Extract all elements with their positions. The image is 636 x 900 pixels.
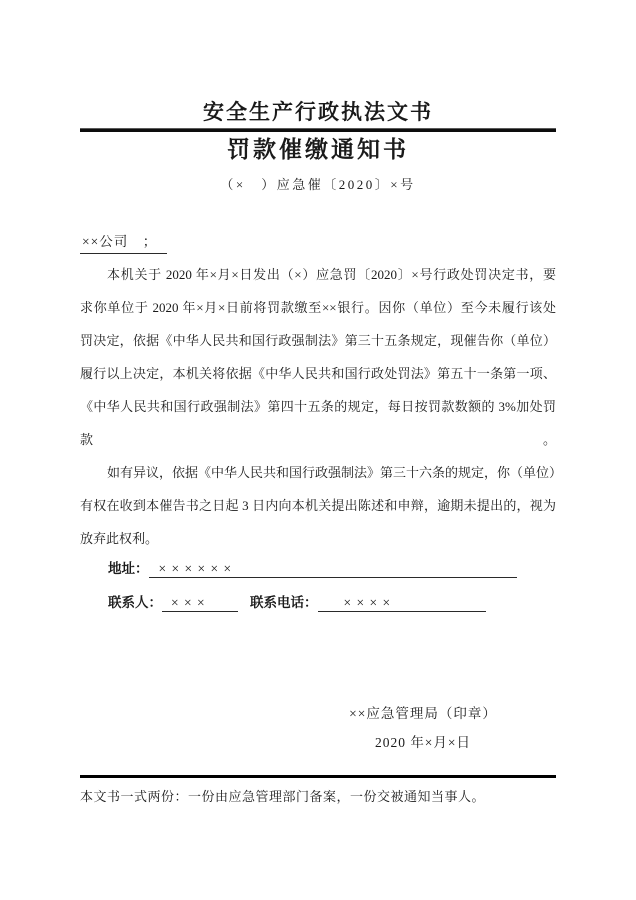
paragraph-2 [80, 456, 563, 555]
signature-org: ××应急管理局（印章） [349, 706, 497, 721]
body-line: 如有异议，依据《中华人民共和国行政强制法》第三十六条的规定，你（单位） [107, 465, 563, 480]
page-title: 罚款催缴通知书 [227, 137, 409, 162]
body-text [80, 258, 563, 555]
phone-label: 联系电话： [250, 595, 318, 610]
contact-person-label: 联系人： [108, 595, 162, 610]
body-line: 求你单位于 2020 年×月×日前将罚款缴至××银行。因你（单位）至今未履行该处 [80, 300, 556, 315]
doc-category-title: 安全生产行政执法文书 [203, 100, 433, 124]
addressee-line [80, 232, 556, 254]
body-line: 本机关于 2020 年×月×日发出（×）应急罚〔2020〕×号行政处罚决定书，要 [107, 267, 556, 282]
body-line: 有权在收到本催告书之日起 3 日内向本机关提出陈述和申辩，逾期未提出的，视为 [80, 498, 556, 513]
footer-note: 本文书一式两份：一份由应急管理部门备案，一份交被通知当事人。 [80, 789, 486, 804]
addressee-name: ××公司 ； [80, 232, 167, 254]
body-line: 放弃此权利。 [80, 531, 159, 546]
body-line: 《中华人民共和国行政强制法》第四十五条的规定，每日按罚款数额的 3%加处罚款。 [80, 399, 556, 447]
signature-block [318, 699, 528, 757]
address-label: 地址： [108, 561, 149, 576]
address-blank-field: × × × × × × [149, 557, 517, 578]
address-row [108, 557, 556, 581]
contact-block [80, 557, 556, 615]
phone-blank-field: × × × × [318, 591, 486, 612]
doc-number: （× ）应急催〔2020〕×号 [220, 177, 416, 192]
body-line: 罚决定，依据《中华人民共和国行政强制法》第三十五条规定，现催告你（单位） [80, 333, 556, 348]
contact-person-blank-field: × × × [162, 591, 238, 612]
footer-divider [80, 775, 556, 778]
body-line: 履行以上决定，本机关将依据《中华人民共和国行政处罚法》第五十一条第一项、 [80, 366, 556, 381]
contact-person-row [108, 591, 556, 615]
header-divider [80, 128, 556, 132]
paragraph-1 [80, 258, 556, 456]
signature-date: 2020 年×月×日 [374, 735, 472, 750]
